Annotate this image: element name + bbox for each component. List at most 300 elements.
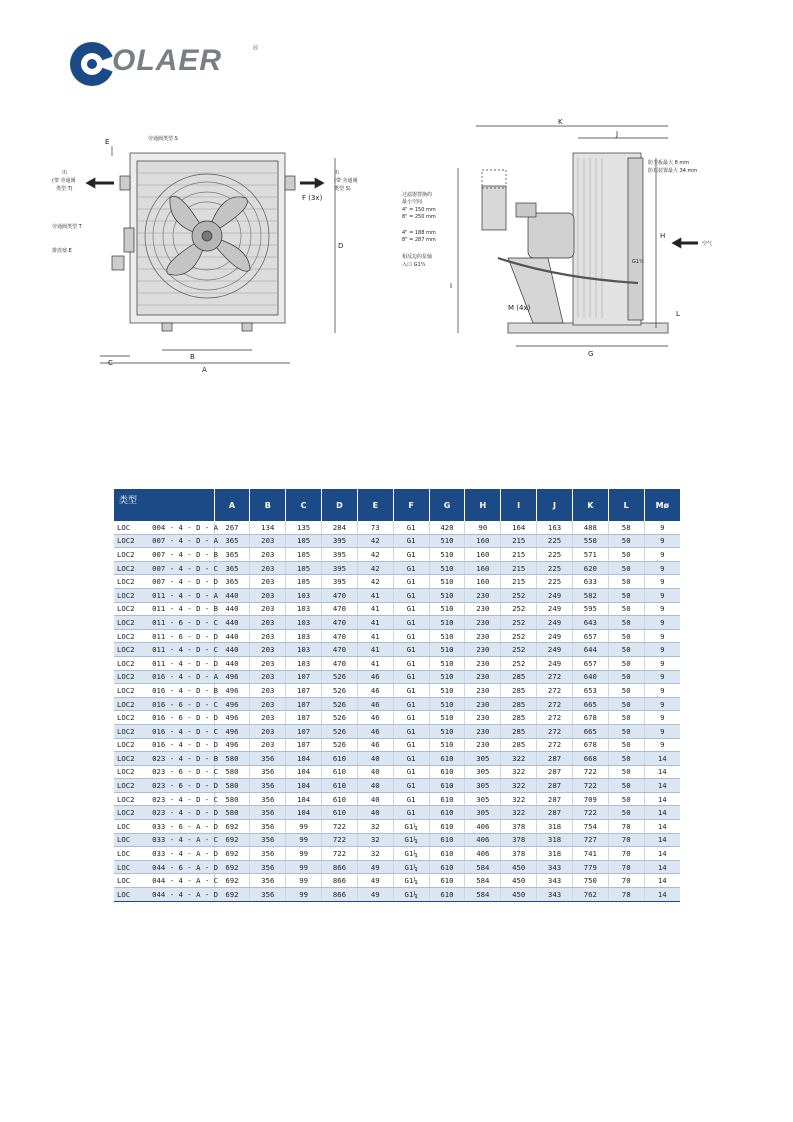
value-cell: 709 [572,792,608,806]
value-cell: 14 [644,847,680,861]
value-cell: 230 [465,602,501,616]
value-cell: 365 [214,548,250,562]
value-cell: 107 [286,670,322,684]
value-cell: 230 [465,670,501,684]
value-cell: 584 [465,860,501,874]
value-cell: G1¼ [393,847,429,861]
value-cell: 356 [250,752,286,766]
table-row [114,888,680,902]
value-cell: G1 [393,752,429,766]
value-cell: 285 [501,670,537,684]
value-cell: 107 [286,738,322,752]
value-cell: 643 [572,616,608,630]
value-cell: 90 [465,521,501,534]
value-cell: 14 [644,833,680,847]
value-cell: 9 [644,602,680,616]
value-cell: 42 [357,534,393,548]
value-cell: 203 [250,643,286,657]
column-header: Mø [644,489,680,521]
value-cell: 49 [357,888,393,902]
value-cell: 46 [357,670,393,684]
table-row [114,697,680,711]
value-cell: 305 [465,792,501,806]
value-cell: 103 [286,629,322,643]
value-cell: 9 [644,588,680,602]
dim-label-b: B [190,353,195,361]
value-cell: 866 [322,888,358,902]
value-cell: 41 [357,588,393,602]
model-cell: LOC2 007 - 4 - D - B [114,548,214,562]
table-row [114,629,680,643]
value-cell: 395 [322,575,358,589]
table-row [114,656,680,670]
value-cell: 343 [537,874,573,888]
value-cell: 230 [465,738,501,752]
value-cell: 103 [286,643,322,657]
value-cell: 272 [537,738,573,752]
value-cell: 215 [501,534,537,548]
value-cell: 203 [250,588,286,602]
value-cell: 203 [250,575,286,589]
value-cell: 46 [357,711,393,725]
value-cell: 225 [537,575,573,589]
value-cell: 571 [572,548,608,562]
callout-out-t-2: (带 旁通阀 [52,178,76,184]
value-cell: 356 [250,779,286,793]
value-cell: G1 [393,521,429,534]
model-cell: LOC 044 - 4 - A - C [114,874,214,888]
value-cell: G1 [393,629,429,643]
callout-out-t-1: 出 [62,170,68,176]
callout-out-s-2: (带 旁通阀 [334,178,358,184]
value-cell: 40 [357,779,393,793]
model-cell: LOC2 011 - 4 - D - D [114,656,214,670]
value-cell: 99 [286,820,322,834]
value-cell: 580 [214,752,250,766]
value-cell: 378 [501,820,537,834]
value-cell: 488 [572,521,608,534]
value-cell: 595 [572,602,608,616]
value-cell: 580 [214,792,250,806]
column-header: J [537,489,573,521]
value-cell: G1 [393,738,429,752]
dim-label-k: K [558,118,563,126]
value-cell: G1 [393,697,429,711]
column-header: B [250,489,286,521]
value-cell: 356 [250,806,286,820]
value-cell: 46 [357,697,393,711]
value-cell: G1 [393,779,429,793]
value-cell: 249 [537,656,573,670]
value-cell: 322 [501,779,537,793]
table-row [114,548,680,562]
value-cell: 46 [357,684,393,698]
value-cell: 230 [465,711,501,725]
value-cell: 46 [357,724,393,738]
value-cell: 526 [322,711,358,725]
value-cell: 14 [644,806,680,820]
value-cell: 318 [537,833,573,847]
value-cell: 866 [322,860,358,874]
table-row [114,534,680,548]
value-cell: 610 [429,765,465,779]
value-cell: 41 [357,656,393,670]
value-cell: G1 [393,806,429,820]
table-row [114,860,680,874]
model-cell: LOC2 016 - 6 - D - D [114,711,214,725]
value-cell: 105 [286,561,322,575]
value-cell: G1 [393,656,429,670]
value-cell: 272 [537,711,573,725]
value-cell: 272 [537,697,573,711]
callout-bypass-t: 旁通阀类型 T [52,224,82,230]
table-body [114,521,680,901]
dim-label-m: M (4x) [508,304,531,312]
callout-filter-1: 过滤器替换的 [402,192,433,198]
value-cell: 50 [608,684,644,698]
value-cell: 287 [537,792,573,806]
value-cell: 610 [429,888,465,902]
value-cell: 70 [608,847,644,861]
value-cell: 99 [286,874,322,888]
value-cell: 470 [322,643,358,657]
model-cell: LOC 044 - 6 - A - D [114,860,214,874]
value-cell: 470 [322,616,358,630]
value-cell: 285 [501,738,537,752]
value-cell: 450 [501,874,537,888]
value-cell: 99 [286,833,322,847]
value-cell: 692 [214,874,250,888]
value-cell: 305 [465,752,501,766]
value-cell: 99 [286,888,322,902]
model-cell: LOC2 007 - 4 - D - D [114,575,214,589]
value-cell: 510 [429,616,465,630]
value-cell: 50 [608,724,644,738]
value-cell: G1¼ [393,860,429,874]
value-cell: 230 [465,616,501,630]
value-cell: 440 [214,588,250,602]
value-cell: G1 [393,561,429,575]
olaer-logo [68,38,268,90]
value-cell: 40 [357,765,393,779]
value-cell: 287 [537,765,573,779]
value-cell: 252 [501,629,537,643]
value-cell: 41 [357,629,393,643]
value-cell: 104 [286,792,322,806]
dim-label-c: C [108,359,113,367]
value-cell: 356 [250,820,286,834]
value-cell: 322 [501,765,537,779]
table-header-row [114,489,680,521]
value-cell: 356 [250,765,286,779]
value-cell: 225 [537,561,573,575]
value-cell: 657 [572,656,608,670]
value-cell: 50 [608,697,644,711]
column-header-type: 类型 [114,489,214,521]
table-row [114,602,680,616]
value-cell: 230 [465,588,501,602]
value-cell: 230 [465,643,501,657]
value-cell: 225 [537,534,573,548]
value-cell: 107 [286,724,322,738]
value-cell: 722 [572,779,608,793]
model-cell: LOC2 016 - 6 - D - C [114,697,214,711]
value-cell: 378 [501,847,537,861]
value-cell: 365 [214,534,250,548]
model-cell: LOC 033 - 4 - A - C [114,833,214,847]
value-cell: 9 [644,548,680,562]
value-cell: 356 [250,847,286,861]
value-cell: 395 [322,561,358,575]
dim-label-d: D [338,242,344,250]
value-cell: 510 [429,724,465,738]
dim-label-j: J [616,130,619,138]
value-cell: 510 [429,534,465,548]
value-cell: 779 [572,860,608,874]
value-cell: 318 [537,847,573,861]
value-cell: 9 [644,656,680,670]
value-cell: 496 [214,670,250,684]
value-cell: 99 [286,847,322,861]
value-cell: 50 [608,752,644,766]
value-cell: 668 [572,752,608,766]
value-cell: 580 [214,779,250,793]
value-cell: 160 [465,575,501,589]
value-cell: 135 [286,521,322,534]
value-cell: 40 [357,792,393,806]
value-cell: 103 [286,602,322,616]
callout-return-2: 入口 G1¼ [402,262,426,268]
brand-name: OLAER [112,44,222,77]
value-cell: 510 [429,697,465,711]
table-row [114,779,680,793]
value-cell: 510 [429,670,465,684]
value-cell: 9 [644,697,680,711]
value-cell: 722 [322,847,358,861]
table-row [114,765,680,779]
value-cell: 14 [644,888,680,902]
value-cell: G1¼ [393,833,429,847]
value-cell: 50 [608,602,644,616]
value-cell: 230 [465,629,501,643]
value-cell: 9 [644,561,680,575]
value-cell: 378 [501,833,537,847]
model-cell: LOC2 023 - 4 - D - D [114,806,214,820]
table-row [114,616,680,630]
value-cell: 356 [250,792,286,806]
value-cell: 50 [608,588,644,602]
value-cell: 526 [322,697,358,711]
table-row [114,752,680,766]
value-cell: 50 [608,670,644,684]
value-cell: 722 [322,820,358,834]
value-cell: 272 [537,724,573,738]
value-cell: G1¼ [393,874,429,888]
value-cell: 32 [357,833,393,847]
value-cell: 103 [286,616,322,630]
value-cell: 510 [429,575,465,589]
value-cell: 285 [501,724,537,738]
value-cell: 722 [572,806,608,820]
value-cell: 406 [465,820,501,834]
value-cell: 104 [286,765,322,779]
value-cell: 49 [357,860,393,874]
value-cell: 440 [214,602,250,616]
value-cell: 305 [465,765,501,779]
value-cell: 9 [644,534,680,548]
value-cell: 356 [250,860,286,874]
value-cell: 406 [465,833,501,847]
value-cell: 203 [250,548,286,562]
value-cell: G1 [393,684,429,698]
value-cell: 9 [644,738,680,752]
value-cell: 285 [501,711,537,725]
column-header: E [357,489,393,521]
value-cell: 160 [465,561,501,575]
value-cell: 610 [429,806,465,820]
value-cell: 99 [286,860,322,874]
value-cell: G1 [393,602,429,616]
model-cell: LOC2 007 - 4 - D - C [114,561,214,575]
value-cell: 9 [644,616,680,630]
model-cell: LOC2 011 - 4 - D - A [114,588,214,602]
value-cell: 610 [429,752,465,766]
value-cell: 104 [286,806,322,820]
value-cell: 526 [322,738,358,752]
value-cell: 653 [572,684,608,698]
model-cell: LOC2 007 - 4 - D - A [114,534,214,548]
value-cell: 14 [644,820,680,834]
value-cell: 356 [250,888,286,902]
value-cell: 107 [286,697,322,711]
table-row [114,738,680,752]
value-cell: 692 [214,847,250,861]
value-cell: 450 [501,860,537,874]
value-cell: 249 [537,616,573,630]
value-cell: G1 [393,670,429,684]
value-cell: 9 [644,684,680,698]
column-header: H [465,489,501,521]
value-cell: 9 [644,575,680,589]
value-cell: 365 [214,575,250,589]
value-cell: 203 [250,711,286,725]
table-row [114,684,680,698]
model-cell: LOC2 023 - 6 - D - D [114,779,214,793]
value-cell: 14 [644,752,680,766]
value-cell: 584 [465,888,501,902]
value-cell: 203 [250,561,286,575]
value-cell: 32 [357,820,393,834]
value-cell: 343 [537,888,573,902]
value-cell: 356 [250,874,286,888]
dim-label-i: I [450,282,453,290]
column-header: F [393,489,429,521]
value-cell: G1 [393,588,429,602]
model-cell: LOC 044 - 4 - A - D [114,888,214,902]
value-cell: 107 [286,684,322,698]
value-cell: 285 [501,684,537,698]
value-cell: 722 [572,765,608,779]
value-cell: 395 [322,534,358,548]
callout-inlet-port: G1¼ [632,259,644,265]
value-cell: 103 [286,588,322,602]
dim-label-g: G [588,350,594,358]
callout-air: 空气 [702,241,713,247]
dim-label-h: H [660,232,666,240]
table-row [114,724,680,738]
value-cell: 252 [501,616,537,630]
dim-label-f: F (3x) [302,194,323,202]
value-cell: 406 [465,847,501,861]
callout-return-1: 相反边的泵轴 [402,254,433,260]
value-cell: 50 [608,765,644,779]
value-cell: 305 [465,779,501,793]
value-cell: 249 [537,602,573,616]
value-cell: 252 [501,656,537,670]
value-cell: 249 [537,588,573,602]
value-cell: 510 [429,588,465,602]
value-cell: 356 [250,833,286,847]
table-row [114,806,680,820]
value-cell: 678 [572,738,608,752]
value-cell: 318 [537,820,573,834]
value-cell: 496 [214,724,250,738]
value-cell: 70 [608,833,644,847]
table-row [114,847,680,861]
value-cell: 203 [250,697,286,711]
value-cell: 42 [357,575,393,589]
value-cell: 203 [250,534,286,548]
model-cell: LOC2 016 - 4 - D - C [114,724,214,738]
model-cell: LOC 033 - 6 - A - D [114,820,214,834]
value-cell: 267 [214,521,250,534]
callout-out-s-1: 出 [334,170,340,176]
value-cell: 42 [357,548,393,562]
value-cell: 50 [608,656,644,670]
value-cell: 285 [501,697,537,711]
value-cell: 252 [501,602,537,616]
value-cell: 727 [572,833,608,847]
value-cell: 305 [465,806,501,820]
value-cell: 160 [465,548,501,562]
value-cell: 249 [537,629,573,643]
value-cell: 163 [537,521,573,534]
value-cell: 496 [214,711,250,725]
value-cell: 750 [572,874,608,888]
value-cell: 610 [429,779,465,793]
value-cell: 203 [250,684,286,698]
callout-out-s-3: 类型 S) [334,186,351,192]
value-cell: 9 [644,643,680,657]
value-cell: 105 [286,534,322,548]
value-cell: 105 [286,575,322,589]
callout-filter-3: 4" = 150 mm [402,207,436,213]
table-row [114,670,680,684]
value-cell: 440 [214,629,250,643]
value-cell: 633 [572,575,608,589]
callout-dust-2: 防石装置最大 34 mm [648,168,698,174]
registered-mark: ® [252,44,259,52]
value-cell: 644 [572,643,608,657]
model-cell: LOC2 023 - 4 - D - C [114,792,214,806]
value-cell: 104 [286,779,322,793]
table-row [114,874,680,888]
value-cell: 50 [608,792,644,806]
value-cell: 722 [322,833,358,847]
callout-filter-5: 4" = 188 mm [402,230,436,236]
value-cell: 50 [608,534,644,548]
table-row [114,588,680,602]
